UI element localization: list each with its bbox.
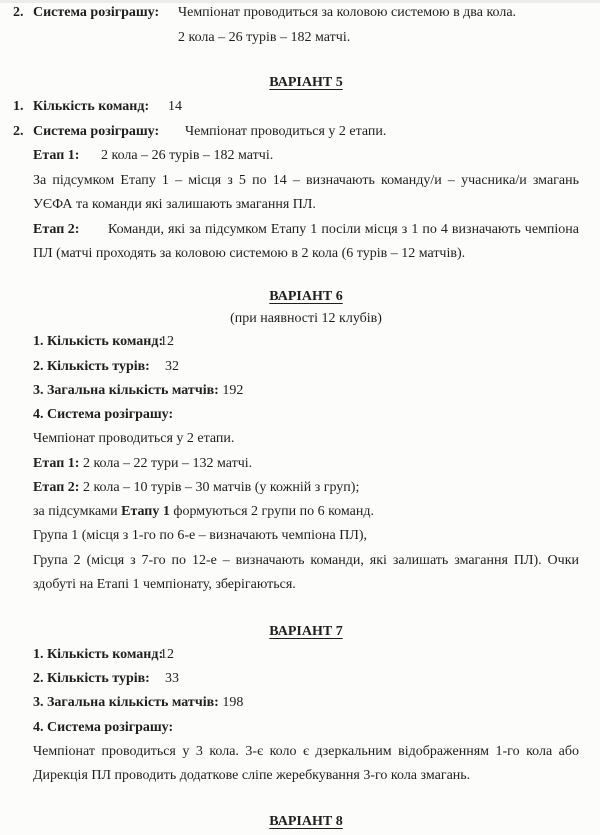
paragraph-text: здобуті на Етапі 1 чемпіонату, зберігаються. [33, 577, 296, 592]
variant7-heading: ВАРІАНТ 7 [269, 624, 343, 639]
variant6-subheading-row [33, 306, 579, 331]
intro-system-row [0, 0, 579, 25]
v7-system-line [33, 739, 579, 764]
stage-label: Етап 1: [33, 456, 80, 471]
paragraph-text: Чемпіонат проводиться у 3 кола. 3-є коло є дзеркальним відображенням 1-го кола або [33, 744, 579, 759]
v5-stage2-row [0, 217, 579, 242]
list-label: Система розіграшу: [33, 124, 160, 139]
list-value: 12 [160, 334, 174, 349]
v7-system-line-2 [33, 763, 579, 788]
v6-matches-row [33, 378, 579, 403]
list-value: 14 [168, 99, 182, 114]
list-label: 2. Кількість турів: [33, 671, 150, 686]
list-value: 2 кола – 26 турів – 182 матчі. [178, 30, 351, 45]
v7-matches-row [33, 690, 579, 715]
paragraph-text: Чемпіонат проводиться у 2 етапи. [33, 431, 235, 446]
list-value: 33 [165, 671, 179, 686]
list-label: Система розіграшу: [33, 5, 160, 20]
paragraph-text: УЄФА та команди які залишають змагання ПЛ. [33, 197, 316, 212]
list-value: 198 [218, 695, 244, 710]
v6-system-row [33, 402, 579, 427]
v6-system-intro [33, 426, 579, 451]
list-value: 192 [218, 383, 244, 398]
stage-value: 2 кола – 22 тури – 132 матчі. [79, 456, 253, 471]
v5-note-line [33, 192, 579, 217]
stage-label: Етап 2: [33, 480, 80, 495]
stage-value: 2 кола – 26 турів – 182 матчі. [101, 148, 274, 163]
list-label: 3. Загальна кількість матчів: [33, 383, 219, 398]
variant8-heading-row [33, 809, 579, 834]
v6-teams-row [0, 329, 579, 354]
list-label: 2. Кількість турів: [33, 359, 150, 374]
v7-rounds-row [0, 666, 579, 691]
list-number: 1. [13, 99, 24, 114]
v6-groups-row [33, 499, 579, 524]
variant8-heading: ВАРІАНТ 8 [269, 814, 343, 829]
paragraph-text: формуються 2 групи по 6 команд. [169, 504, 374, 519]
list-label: 3. Загальна кількість матчів: [33, 695, 219, 710]
v6-rounds-row [0, 354, 579, 379]
v5-system-row [0, 119, 579, 144]
list-number: 2. [13, 5, 24, 20]
stage-label: Етап 2: [33, 222, 80, 237]
paragraph-text: за підсумками [33, 504, 122, 519]
v6-stage2-row [33, 475, 579, 500]
paragraph-text: Група 2 (місця з 7-го по 12-е – визначають команди, які залишать змагання ПЛ). Очки [33, 553, 579, 568]
stage-label: Етап 1: [33, 148, 80, 163]
v5-note-line [33, 168, 579, 193]
variant6-heading: ВАРІАНТ 6 [269, 289, 343, 304]
paragraph-text: За підсумком Етапу 1 – місця з 5 по 14 – визначають команду/и – учасника/и змагань [33, 173, 579, 188]
list-label: Кількість команд: [33, 99, 150, 114]
list-value: Чемпіонат проводиться у 2 етапи. [185, 124, 387, 139]
v7-system-row [33, 715, 579, 740]
paragraph-text: Дирекція ПЛ проводить додаткове сліпе жеребкування 3-го кола змагань. [33, 768, 471, 783]
list-value: 12 [160, 647, 174, 662]
list-label: 4. Система розіграшу: [33, 407, 174, 422]
variant5-heading-row [33, 70, 579, 95]
list-value: 32 [165, 359, 179, 374]
stage-ref-bold: Етапу 1 [121, 504, 170, 519]
paragraph-text: Група 1 (місця з 1-го по 6-е – визначають чемпіона ПЛ), [33, 528, 368, 543]
list-label: 1. Кількість команд: [33, 334, 164, 349]
intro-system-row-2 [0, 25, 579, 50]
v6-group2-row-2 [33, 572, 579, 597]
list-label: 4. Система розіграшу: [33, 720, 174, 735]
paragraph-text: ПЛ (матчі проходять за коловою системою в 2 кола (6 турів – 12 матчів). [33, 246, 466, 261]
stage-value: Команди, які за підсумком Етапу 1 посіли місця з 1 по 4 визначають чемпіона [108, 222, 579, 237]
v5-stage1-row [0, 143, 579, 168]
variant6-subheading: (при наявності 12 клубів) [230, 311, 382, 326]
v5-stage2-row-2 [33, 241, 579, 266]
v6-group1-row [33, 523, 579, 548]
v7-teams-row [0, 642, 579, 667]
list-number: 2. [13, 124, 24, 139]
v6-group2-row [33, 548, 579, 573]
list-label: 1. Кількість команд: [33, 647, 164, 662]
variant7-heading-row [33, 619, 579, 644]
v6-stage1-row [33, 451, 579, 476]
stage-value: 2 кола – 10 турів – 30 матчів (у кожній з груп); [79, 480, 360, 495]
list-value: Чемпіонат проводиться за коловою системою в два кола. [178, 5, 517, 20]
v5-teams-row [0, 94, 579, 119]
variant5-heading: ВАРІАНТ 5 [269, 75, 343, 90]
